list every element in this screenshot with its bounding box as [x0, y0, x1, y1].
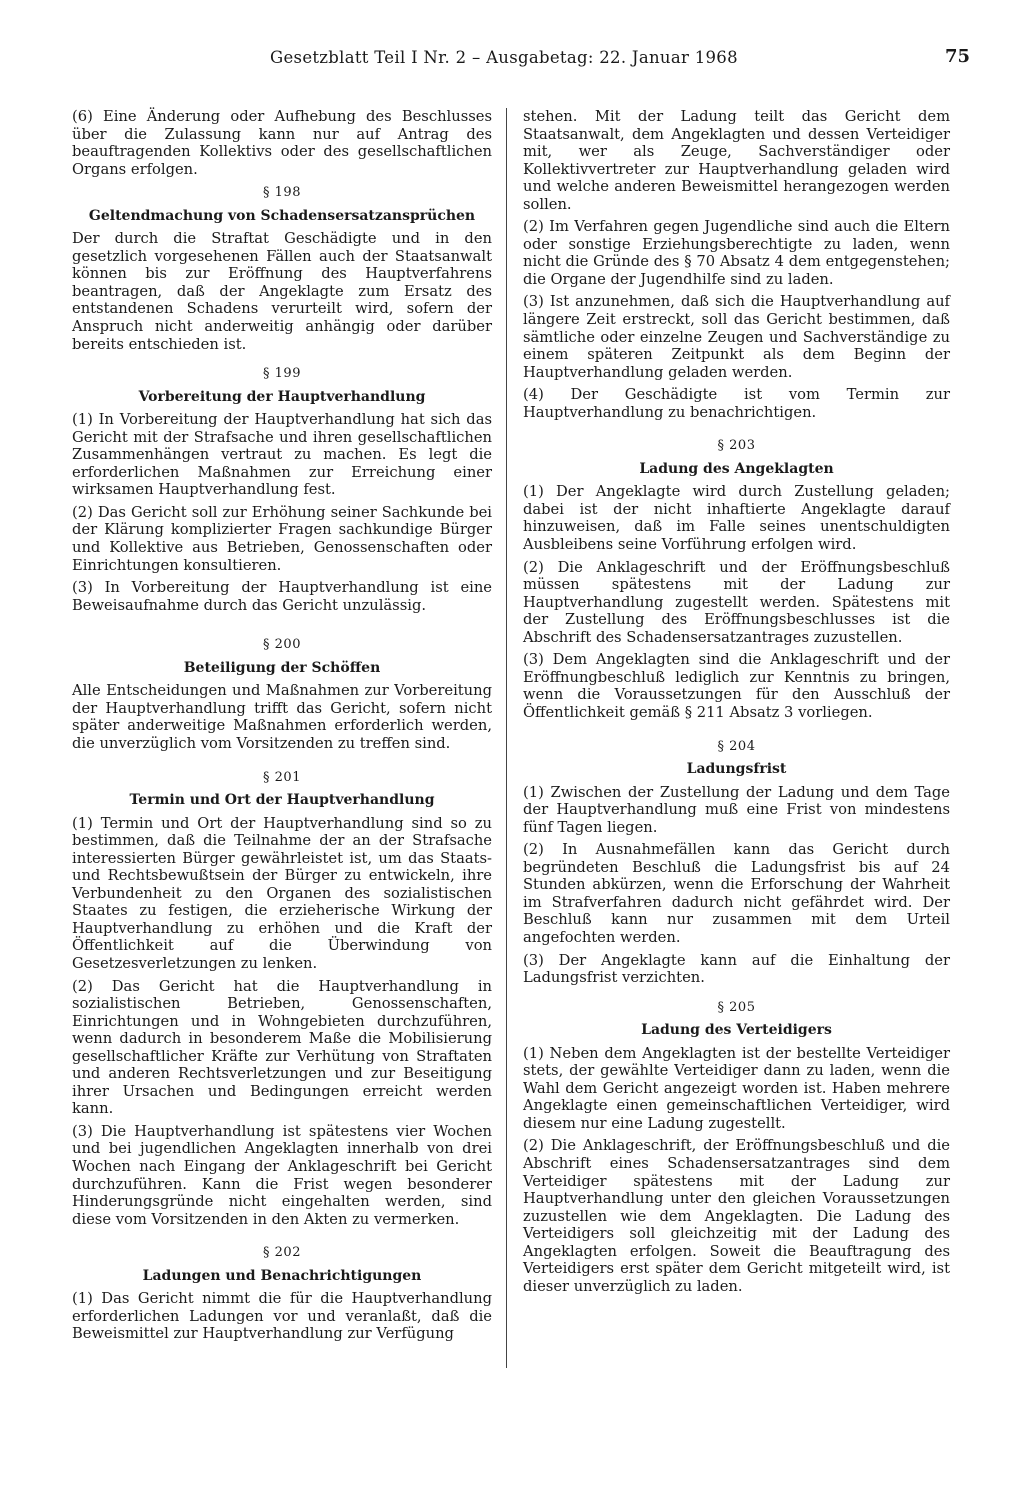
paragraph: (1) Zwischen der Zustellung der Ladung und dem Tage der Hauptverhandlung muß eine Frist von mindestens fünf Tagen liegen. [523, 783, 950, 836]
paragraph: (6) Eine Änderung oder Aufhebung des Beschlusses über die Zulassung kann nur auf Antrag des beauftragenden Kollektivs oder des gesellschaftlichen Organs erfolgen. [72, 108, 492, 178]
paragraph: (3) Ist anzunehmen, daß sich die Hauptverhandlung auf längere Zeit erstreckt, soll das Gericht bestimmen, daß sämtliche oder einzelne Zeugen und Sachverständige zu einem späteren Zeitpunkt als dem Beginn der Hauptverhandlung geladen werden. [523, 293, 950, 381]
section-title: Ladungsfrist [686, 761, 787, 778]
paragraph: (2) Das Gericht soll zur Erhöhung seiner Sachkunde bei der Klärung komplizierter Fragen sachkundige Bürger und Kollektive aus Betrieben, Genossenschaften oder Einrichtungen konsultieren. [72, 503, 492, 574]
paragraph: (1) Der Angeklagte wird durch Zustellung geladen; dabei ist der nicht inhaftierte Angeklagte darauf hinzuweisen, daß im Falle seines unentschuldigten Ausbleibens seine Vorführung erfolgen wird. [523, 483, 950, 554]
paragraph: Der durch die Straftat Geschädigte und in den gesetzlich vorgesehenen Fällen auch der Staatsanwalt können bis zur Eröffnung des Hauptverfahrens beantragen, daß der Angeklagte zum Ersatz des entstandenen Schadens verurteilt wird, sofern der Anspruch nicht anderweitig anhängig oder darüber bereits entschieden ist. [72, 230, 492, 353]
paragraph: (4) Der Geschädigte ist vom Termin zur Hauptverhandlung zu benachrichtigen. [523, 386, 950, 421]
section-number: § 198 [263, 185, 301, 201]
paragraph: (1) Neben dem Angeklagten ist der bestellte Verteidiger stets, der gewählte Verteidiger dann zu laden, wenn die Wahl dem Gericht angezeigt worden ist. Haben mehrere Angeklagte einen gemeinschaftlichen Verteidiger, wird diesem nur eine Ladung zugestellt. [523, 1044, 950, 1132]
section-number: § 204 [717, 738, 756, 754]
section-title: Termin und Ort der Hauptverhandlung [129, 792, 435, 809]
section-title: Ladungen und Benachrichtigungen [142, 1267, 422, 1284]
column-divider [506, 108, 507, 1368]
paragraph: (2) Die Anklageschrift und der Eröffnungsbeschluß müssen spätestens mit der Ladung zur Hauptverhandlung zugestellt werden. Spätestens mit der Zustellung des Eröffnungsbeschlusses ist die Abschrift des Schadensersatzantrages zuzustellen. [523, 558, 950, 646]
section-number: § 201 [263, 769, 301, 785]
section-title: Beteiligung der Schöffen [183, 659, 381, 676]
paragraph: (3) In Vorbereitung der Hauptverhandlung ist eine Beweisaufnahme durch das Gericht unzulässig. [72, 579, 492, 614]
section-number: § 199 [263, 366, 301, 382]
paragraph: (3) Dem Angeklagten sind die Anklageschrift und der Eröffnungbeschluß lediglich zur Kenntnis zu bringen, wenn die Voraussetzungen für den Ausschluß der Öffentlichkeit gemäß § 211 Absatz 3 vorliegen. [523, 651, 950, 721]
section-number: § 205 [717, 999, 756, 1015]
paragraph: (1) In Vorbereitung der Hauptverhandlung hat sich das Gericht mit der Strafsache und ihren gesellschaftlichen Zusammenhängen vertraut zu machen. Es legt die erforderlichen Maßnahmen zur Erreichung einer wirksamen Hauptverhandlung fest. [72, 411, 492, 499]
left-column [72, 108, 492, 1348]
paragraph: Alle Entscheidungen und Maßnahmen zur Vorbereitung der Hauptverhandlung trifft das Gericht, sofern nicht später anderweitige Maßnahmen erforderlich werden, die unverzüglich vom Vorsitzenden zu treffen sind. [72, 682, 492, 752]
paragraph: (3) Die Hauptverhandlung ist spätestens vier Wochen und bei jugendlichen Angeklagten innerhalb von drei Wochen nach Eingang der Anklageschrift bei Gericht durchzuführen. Kann die Frist wegen besonderer Hinderungsgründe nicht eingehalten werden, sind diese vom Vorsitzenden in den Akten zu vermerken. [72, 1122, 492, 1228]
section-title: Geltendmachung von Schadensersatzansprüchen [88, 207, 476, 224]
section-title: Ladung des Angeklagten [639, 460, 834, 477]
section-number: § 202 [263, 1245, 301, 1261]
paragraph: (2) Die Anklageschrift, der Eröffnungsbeschluß und die Abschrift eines Schadensersatzantrages sind dem Verteidiger spätestens mit der Ladung zur Hauptverhandlung unter den gleichen Voraussetzungen zuzustellen wie dem Angeklagten. Die Ladung des Verteidigers soll gleichzeitig mit der Ladung des Angeklagten erfolgen. Soweit die Beauftragung des Verteidigers erst später dem Gericht mitgeteilt wird, ist dieser unverzüglich zu laden. [523, 1137, 950, 1295]
right-column [523, 108, 950, 1300]
paragraph: (2) Das Gericht hat die Hauptverhandlung in sozialistischen Betrieben, Genossenschaften, Einrichtungen und in Wohngebieten durchzuführen, wenn dadurch in besonderem Maße die Mobilisierung gesellschaftlicher Kräfte zur Verhütung von Straftaten und anderen Rechtsverletzungen und zur Beseitigung ihrer Ursachen und Bedingungen erreicht werden kann. [72, 977, 492, 1118]
page-header [270, 44, 970, 76]
section-number: § 203 [717, 438, 756, 454]
paragraph: (1) Das Gericht nimmt die für die Hauptverhandlung erforderlichen Ladungen vor und veranlaßt, daß die Beweismittel zur Hauptverhandlung zur Verfügung [72, 1290, 492, 1343]
paragraph: (2) Im Verfahren gegen Jugendliche sind auch die Eltern oder sonstige Erziehungsberechtigte zu laden, wenn nicht die Gründe des § 70 Absatz 4 dem entgegenstehen; die Organe der Jugendhilfe sind zu laden. [523, 218, 950, 288]
paragraph: (2) In Ausnahmefällen kann das Gericht durch begründeten Beschluß die Ladungsfrist bis auf 24 Stunden abkürzen, wenn die Erforschung der Wahrheit im Strafverfahren dadurch nicht gefährdet wird. Der Beschluß kann nur zusammen mit dem Urteil angefochten werden. [523, 841, 950, 946]
paragraph: stehen. Mit der Ladung teilt das Gericht dem Staatsanwalt, dem Angeklagten und dessen Verteidiger mit, wer als Zeuge, Sachverständiger oder Kollektivvertreter zur Hauptverhandlung geladen wird und welche anderen Beweismittel herangezogen werden sollen. [523, 108, 950, 213]
page-number: 75 [944, 46, 970, 67]
paragraph: (3) Der Angeklagte kann auf die Einhaltung der Ladungsfrist verzichten. [523, 951, 950, 987]
section-title: Ladung des Verteidigers [641, 1022, 832, 1039]
section-number: § 200 [263, 637, 301, 653]
section-title: Vorbereitung der Hauptverhandlung [138, 388, 426, 405]
header-title: Gesetzblatt Teil I Nr. 2 – Ausgabetag: 22. Januar 1968 [270, 48, 738, 67]
paragraph: (1) Termin und Ort der Hauptverhandlung sind so zu bestimmen, daß die Teilnahme der an der Strafsache interessierten Bürger gewährleistet ist, um das Staats- und Rechtsbewußtsein der Bürger zu entwickeln, ihre Verbundenheit zu den Organen des sozialistischen Staates zu festigen, die erzieherische Wirkung der Hauptverhandlung zu erhöhen und die Kraft der Öffentlichkeit auf die Überwindung von Gesetzesverletzungen zu lenken. [72, 814, 492, 972]
